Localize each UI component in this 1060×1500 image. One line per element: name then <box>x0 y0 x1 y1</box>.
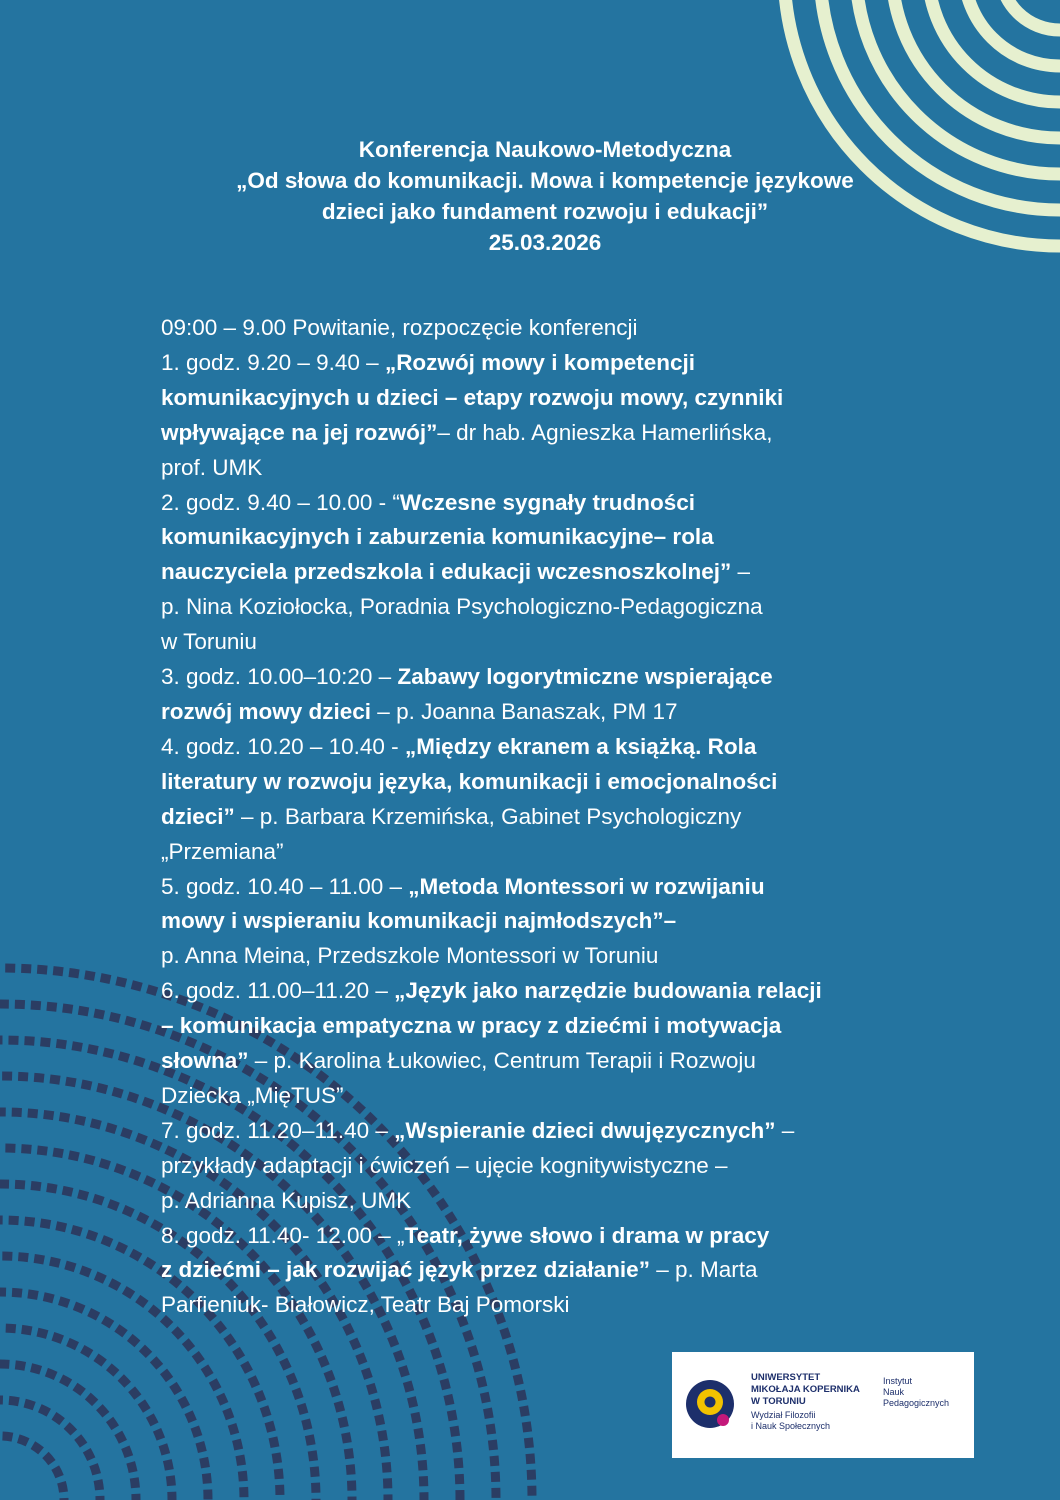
item-dash: – <box>731 559 750 585</box>
program-item-7 <box>161 1114 951 1219</box>
header-line-1: Konferencja Naukowo-Metodyczna <box>358 137 732 162</box>
program-item-1 <box>161 346 951 486</box>
item-title: „Rozwój mowy i kompetencji <box>384 349 695 375</box>
item-speaker: – p. Barbara Krzemińska, Gabinet Psychologiczny <box>234 803 742 829</box>
university-name <box>751 1372 860 1408</box>
item-description: przykłady adaptacji i ćwiczeń – ujęcie kognitywistyczne – <box>161 1152 728 1178</box>
item-title: „Język jako narzędzie budowania relacji <box>394 978 822 1004</box>
item-speaker: „Przemiana” <box>161 838 284 864</box>
header-line-3: dzieci jako fundament rozwoju i edukacji” <box>321 199 769 224</box>
header-line-2: „Od słowa do komunikacji. Mowa i kompetencje językowe <box>236 168 854 193</box>
item-title: literatury w rozwoju języka, komunikacji i emocjonalności <box>161 768 778 794</box>
item-time: 3. godz. 10.00–10:20 – <box>161 664 398 690</box>
item-speaker: – p. Karolina Łukowiec, Centrum Terapii i Rozwoju <box>248 1048 756 1074</box>
item-title: mowy i wspieraniu komunikacji najmłodszych”– <box>161 908 677 934</box>
umk-emblem-icon <box>684 1378 736 1430</box>
university-name-line: UNIWERSYTET <box>751 1372 821 1383</box>
item-speaker: w Toruniu <box>161 629 257 655</box>
item-title: nauczyciela przedszkola i edukacji wczesnoszkolnej” <box>161 559 732 585</box>
item-time: 4. godz. 10.20 – 10.40 - <box>161 733 405 759</box>
institute-name <box>883 1376 949 1409</box>
item-speaker: – dr hab. Agnieszka Hamerlińska, <box>437 419 773 445</box>
item-title: wpływające na jej rozwój” <box>161 419 438 445</box>
item-speaker: p. Anna Meina, Przedszkole Montessori w Toruniu <box>161 943 659 969</box>
conference-date: 25.03.2026 <box>488 230 602 255</box>
item-title: – komunikacja empatyczna w pracy z dziećmi i motywacja <box>161 1013 782 1039</box>
item-title: „Metoda Montessori w rozwijaniu <box>408 873 765 899</box>
item-dash: – <box>775 1117 795 1143</box>
program-item-5 <box>161 870 951 975</box>
item-time: 7. godz. 11.20–11.40 – <box>161 1117 395 1143</box>
item-title: rozwój mowy dzieci <box>161 698 372 724</box>
institute-name-line: Instytut <box>883 1376 913 1386</box>
item-title: „Między ekranem a książką. Rola <box>404 733 757 759</box>
item-title: komunikacyjnych i zaburzenia komunikacyjne– rola <box>161 524 714 550</box>
item-title: Teatr, żywe słowo i drama w pracy <box>404 1222 770 1248</box>
item-title: Wczesne sygnały trudności <box>399 489 696 515</box>
item-title: „Wspieranie dzieci dwujęzycznych” <box>394 1117 776 1143</box>
item-time: 6. godz. 11.00–11.20 – <box>161 978 395 1004</box>
program-item-8 <box>161 1219 951 1324</box>
university-name-line: MIKOŁAJA KOPERNIKA <box>751 1384 860 1395</box>
program-item-6 <box>161 974 951 1114</box>
university-name-line: W TORUNIU <box>751 1396 806 1407</box>
faculty-name-line: Wydział Filozofii <box>751 1410 816 1420</box>
institute-name-line: Pedagogicznych <box>883 1398 950 1408</box>
item-title: komunikacyjnych u dzieci – etapy rozwoju mowy, czynniki <box>161 384 784 410</box>
item-speaker: p. Nina Koziołocka, Poradnia Psychologiczno-Pedagogiczna <box>161 594 763 620</box>
institute-name-line: Nauk <box>883 1387 905 1397</box>
item-title: Zabawy logorytmiczne wspierające <box>397 664 773 690</box>
program-item-4 <box>161 730 951 870</box>
program-item-3 <box>161 660 951 730</box>
program-list <box>161 311 951 1323</box>
item-speaker: Dziecka „MięTUS” <box>161 1082 344 1108</box>
item-speaker: prof. UMK <box>161 454 263 480</box>
faculty-name <box>751 1410 830 1432</box>
item-title: dzieci” <box>161 803 235 829</box>
item-time: 2. godz. 9.40 – 10.00 - “ <box>161 489 400 515</box>
item-speaker: – p. Joanna Banaszak, PM 17 <box>371 698 678 724</box>
program-item-2 <box>161 486 951 661</box>
item-speaker: Parfieniuk- Białowicz, Teatr Baj Pomorski <box>161 1292 570 1318</box>
item-time: 1. godz. 9.20 – 9.40 – <box>161 349 385 375</box>
university-logo <box>672 1352 974 1458</box>
item-speaker: p. Adrianna Kupisz, UMK <box>161 1187 412 1213</box>
item-time: 5. godz. 10.40 – 11.00 – <box>161 873 409 899</box>
conference-header <box>140 134 950 258</box>
item-speaker: – p. Marta <box>649 1257 758 1283</box>
item-title: słowna” <box>161 1048 249 1074</box>
faculty-name-line: i Nauk Społecznych <box>751 1421 831 1431</box>
item-title: z dziećmi – jak rozwijać język przez działanie” <box>161 1257 650 1283</box>
opening-item: 09:00 – 9.00 Powitanie, rozpoczęcie konferencji <box>161 315 638 340</box>
item-time: 8. godz. 11.40- 12.00 – „ <box>161 1222 405 1248</box>
